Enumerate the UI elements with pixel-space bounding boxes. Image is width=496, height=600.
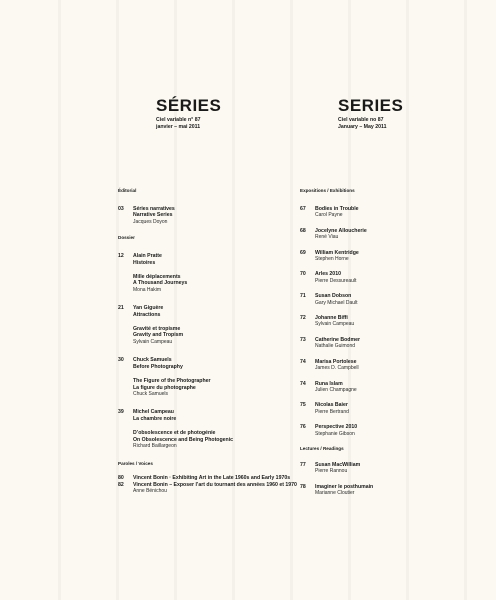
entry-title: Vincent Bonin – Exposer l’art du tournant des années 1960 et 1970 (133, 481, 297, 488)
entry-title: Narrative Series (133, 212, 173, 219)
entry-author: Marianne Cloutier (315, 490, 355, 497)
entry-title: Séries narratives (133, 206, 175, 212)
entry-title: Yan Giguère (133, 305, 164, 312)
right-subtitle-1: Ciel variable no 87 (338, 117, 384, 123)
page-number: 76 (300, 424, 306, 431)
toc-entry[interactable] (300, 462, 450, 475)
toc-entry[interactable] (300, 424, 450, 437)
section-label-editorial: Éditorial (118, 188, 137, 193)
essay-title: A Thousand Journeys (133, 280, 188, 287)
entry-author: Pierre Rannou (315, 468, 348, 475)
entry-author: Stephanie Gibson (315, 430, 355, 437)
entry-title: Bodies in Trouble (315, 206, 359, 212)
page-number: 80 (118, 475, 124, 482)
entry-author: Sylvain Campeau (315, 321, 355, 328)
left-column (118, 188, 296, 495)
section-label-dossier: Dossier (118, 235, 135, 241)
entry-title: Nicolas Baier (315, 402, 348, 409)
page-number: 69 (300, 249, 306, 256)
page-number: 77 (300, 461, 306, 468)
toc-entry[interactable] (118, 206, 296, 225)
entry-title: Perspective 2010 (315, 424, 358, 431)
toc-entry[interactable] (300, 228, 450, 241)
entry-author: René Viau (315, 234, 339, 241)
toc-entry[interactable] (118, 482, 296, 495)
page-stripe (58, 0, 61, 600)
page-number: 82 (118, 481, 124, 488)
entry-title: Johanne Biffi (315, 315, 348, 322)
essay-title: La figure du photographe (133, 384, 196, 391)
entry-title: Chuck Samuels (133, 357, 172, 364)
essay-title: Gravité et tropisme (133, 326, 181, 333)
toc-entry[interactable] (300, 271, 450, 284)
essay-author: Mona Hakim (133, 286, 162, 293)
toc-entry[interactable] (300, 402, 450, 415)
page-number: 67 (300, 206, 306, 212)
entry-author: Stephen Horne (315, 256, 349, 263)
entry-author: Gary Michael Dault (315, 299, 358, 306)
entry-title: Susan MacWilliam (315, 461, 361, 468)
page-number: 73 (300, 336, 306, 343)
page-number: 74 (300, 380, 306, 387)
entry-author: James D. Campbell (315, 365, 359, 372)
page-number: 70 (300, 271, 306, 278)
toc-entry[interactable] (118, 357, 296, 397)
essay-author: Sylvain Campeau (133, 338, 173, 345)
essay-title: Mille déplacements (133, 274, 181, 281)
entry-title: Imaginer le posthumain (315, 483, 374, 490)
page-number: 21 (118, 305, 124, 312)
essay-title: D’obsolescence et de photogénie (133, 430, 216, 437)
entry-title: Attractions (133, 311, 161, 318)
toc-entry[interactable] (300, 206, 450, 219)
essay-title: Gravity and Tropism (133, 332, 184, 339)
section-label-exhibitions: Expositions / Exhibitions (300, 188, 355, 193)
section-label-voices: Paroles / Voices (118, 461, 153, 467)
entry-author: Nathalie Guimond (315, 343, 356, 350)
page-number: 75 (300, 402, 306, 409)
entry-title: Catherine Bodmer (315, 336, 360, 343)
entry-author: Anne Bénichou (133, 488, 167, 495)
toc-entry[interactable] (300, 337, 450, 350)
right-title: SERIES (338, 96, 404, 115)
entry-author: Pierre Dessureault (315, 277, 357, 284)
page-number: 72 (300, 315, 306, 322)
section-label-readings: Lectures / Readings (300, 445, 344, 451)
essay-title: On Obsolescence and Being Photogenic (133, 436, 234, 443)
toc-entry[interactable] (300, 484, 450, 497)
toc-entry[interactable] (118, 253, 296, 293)
entry-title: Susan Dobson (315, 293, 352, 300)
toc-entry[interactable] (300, 315, 450, 328)
left-subtitle-2: janvier – mai 2011 (156, 124, 201, 130)
essay-title: The Figure of the Photographer (133, 378, 211, 385)
page-stripe (464, 0, 467, 600)
entry-title: Runa Islam (315, 380, 343, 387)
page-number: 78 (300, 483, 306, 490)
toc-entry[interactable] (300, 250, 450, 263)
toc-entry[interactable] (300, 293, 450, 306)
toc-entry[interactable] (118, 305, 296, 345)
entry-title: Arles 2010 (315, 271, 341, 278)
left-subtitle-1: Ciel variable n° 87 (156, 117, 201, 123)
entry-author: Julien Champagne (315, 386, 357, 393)
entry-author: Pierre Bertrand (315, 408, 349, 415)
entry-title: Before Photography (133, 363, 183, 370)
page-number: 12 (118, 253, 124, 260)
page-number: 74 (300, 358, 306, 365)
entry-title: Jocelyne Alloucherie (315, 227, 367, 234)
essay-author: Chuck Samuels (133, 390, 169, 397)
entry-title: William Kentridge (315, 249, 359, 256)
page-number: 71 (300, 293, 306, 300)
entry-title: Vincent Bonin · Exhibiting Art in the Late 1960s and Early 1970s (133, 475, 291, 482)
entry-title: Marisa Portolese (315, 358, 357, 365)
toc-entry[interactable] (300, 381, 450, 394)
page-number: 30 (118, 357, 124, 364)
entry-title: Alain Pratte (133, 253, 162, 260)
right-subtitle-2: January – May 2011 (338, 124, 387, 130)
page-number: 03 (118, 206, 124, 212)
entry-title: Histoires (133, 259, 156, 266)
entry-author: Carol Payne (315, 212, 343, 219)
entry-title: Michel Campeau (133, 409, 174, 416)
page-number: 39 (118, 409, 124, 416)
left-title: SÉRIES (156, 96, 222, 115)
entry-author: Jacques Doyon (133, 218, 168, 225)
toc-entry[interactable] (118, 409, 296, 449)
page-number: 68 (300, 227, 306, 234)
essay-author: Richard Baillargeon (133, 442, 177, 449)
entry-title: La chambre noire (133, 415, 177, 422)
toc-entry[interactable] (300, 359, 450, 372)
right-column (300, 188, 450, 506)
